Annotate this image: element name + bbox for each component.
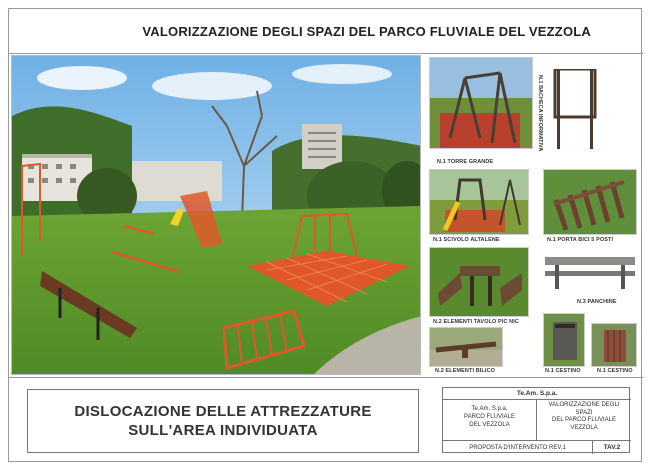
scivolo-image <box>430 170 529 235</box>
title-divider <box>9 53 643 54</box>
bottom-divider <box>9 377 643 378</box>
bilico-thumbnail <box>429 327 503 367</box>
panchine-caption: N.3 PANCHINE <box>577 299 617 305</box>
project-line-2: SPAZI <box>575 409 593 416</box>
page-title: VALORIZZAZIONE DEGLI SPAZI DEL PARCO FLUVIALE DEL VEZZOLA <box>142 23 591 39</box>
title-block <box>442 387 630 453</box>
bacheca-image <box>551 69 599 149</box>
drawing-sheet <box>8 8 642 462</box>
project-line-3: DEL PARCO FLUVIALE <box>551 417 617 423</box>
scivolo-thumbnail <box>429 169 529 235</box>
revision-row <box>443 440 631 454</box>
bilico-caption: N.2 ELEMENTI BILICO <box>435 368 495 374</box>
client-block <box>443 400 537 440</box>
porta-bici-image <box>544 170 637 235</box>
torre-image <box>430 58 533 149</box>
cestino-1-thumbnail <box>543 313 585 367</box>
porta-bici-thumbnail <box>543 169 637 235</box>
scivolo-caption: N.1 SCIVOLO ALTALENE <box>433 237 500 243</box>
park-photo-illustration <box>12 56 421 375</box>
cestino-1-caption: N.1 CESTINO <box>545 368 581 374</box>
torre-caption: N.1 TORRE GRANDE <box>437 159 494 165</box>
subtitle-box <box>27 389 419 453</box>
cestino-2-caption: N.1 CESTINO <box>597 368 633 374</box>
equipment-gallery <box>427 55 639 375</box>
bilico-image <box>430 328 503 367</box>
client-line-1: Te.Am. S.p.a. <box>471 406 508 412</box>
subtitle-line-2: SULL'AREA INDIVIDUATA <box>128 422 318 439</box>
tavolo-thumbnail <box>429 247 529 317</box>
proposal-label: PROPOSTA D'INTERVENTO REV.1 <box>443 441 593 454</box>
tavolo-caption: N.2 ELEMENTI TAVOLO PIC NIC <box>433 319 519 325</box>
project-line-4: VEZZOLA <box>570 424 598 431</box>
project-line-1: VALORIZZAZIONE DEGLI <box>548 402 620 408</box>
project-block <box>537 400 631 440</box>
cestino-2-image <box>592 324 637 367</box>
park-photo <box>11 55 421 375</box>
client-line-3: DEL VEZZOLA <box>469 422 510 428</box>
torre-thumbnail <box>429 57 533 149</box>
cestino-1-image <box>544 314 585 367</box>
tavolo-image <box>430 248 529 317</box>
subtitle-line-1: DISLOCAZIONE DELLE ATTREZZATURE <box>74 403 372 420</box>
bacheca-caption: N.1 BACHECA INFORMATIVA <box>537 75 543 152</box>
company-name: Te.Am. S.p.a. <box>443 388 631 400</box>
client-line-2: PARCO FLUVIALE <box>464 414 515 420</box>
sheet-number: TAV.2 <box>603 444 621 451</box>
panchine-image <box>543 253 637 293</box>
cestino-2-thumbnail <box>591 323 637 367</box>
porta-bici-caption: N.1 PORTA BICI 5 POSTI <box>547 237 614 243</box>
